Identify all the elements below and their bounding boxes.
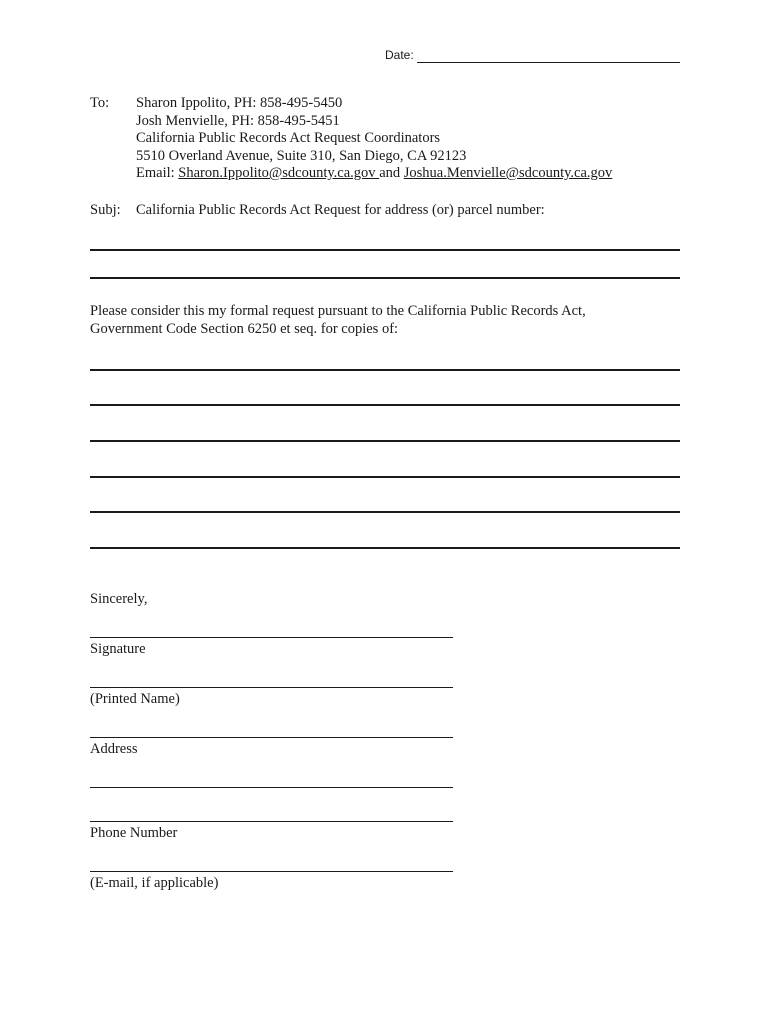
printed-name-line[interactable] (90, 687, 453, 688)
recipient-line-3: California Public Records Act Request Coordinators (136, 130, 441, 146)
subject-blank-line-2[interactable] (90, 277, 680, 279)
sincerely-text: Sincerely, (90, 591, 148, 607)
signature-label: Signature (90, 641, 146, 657)
phone-line[interactable] (90, 821, 453, 822)
address-label: Address (90, 741, 138, 757)
subject-text: California Public Records Act Request for address (or) parcel number: (136, 202, 545, 218)
recipient-line-1: Sharon Ippolito, PH: 858-495-5450 (136, 95, 343, 111)
subject-label: Subj: (90, 202, 121, 218)
subject-blank-line-1[interactable] (90, 249, 680, 251)
email-link-sharon[interactable]: Sharon.Ippolito@sdcounty.ca.gov (178, 165, 380, 181)
request-paragraph (90, 303, 586, 338)
request-blank-line-1[interactable] (90, 369, 680, 371)
request-blank-line-4[interactable] (90, 476, 680, 478)
email-label: Email: (136, 165, 179, 181)
address-line-1[interactable] (90, 737, 453, 738)
printed-name-label: (Printed Name) (90, 691, 180, 707)
request-line-2: Government Code Section 6250 et seq. for copies of: (90, 320, 399, 337)
request-blank-line-5[interactable] (90, 511, 680, 513)
signature-line[interactable] (90, 637, 453, 638)
request-blank-line-2[interactable] (90, 404, 680, 406)
recipient-block (136, 95, 612, 183)
email-link-joshua[interactable]: Joshua.Menvielle@sdcounty.ca.gov (403, 165, 613, 181)
email-joiner: and (379, 165, 404, 181)
request-blank-line-3[interactable] (90, 440, 680, 442)
recipient-line-2: Josh Menvielle, PH: 858-495-5451 (136, 112, 340, 129)
email-applicable-label: (E-mail, if applicable) (90, 875, 219, 891)
recipient-email-line (136, 165, 612, 183)
recipient-line-4: 5510 Overland Avenue, Suite 310, San Diego, CA 92123 (136, 147, 467, 164)
to-label: To: (90, 95, 110, 111)
date-label: Date: (385, 48, 414, 62)
address-line-2[interactable] (90, 787, 453, 788)
date-field-line[interactable] (417, 62, 680, 63)
request-blank-line-6[interactable] (90, 547, 680, 549)
phone-label: Phone Number (90, 825, 178, 841)
email-line[interactable] (90, 871, 453, 872)
request-line-1: Please consider this my formal request pursuant to the California Public Records Act, (90, 303, 586, 319)
